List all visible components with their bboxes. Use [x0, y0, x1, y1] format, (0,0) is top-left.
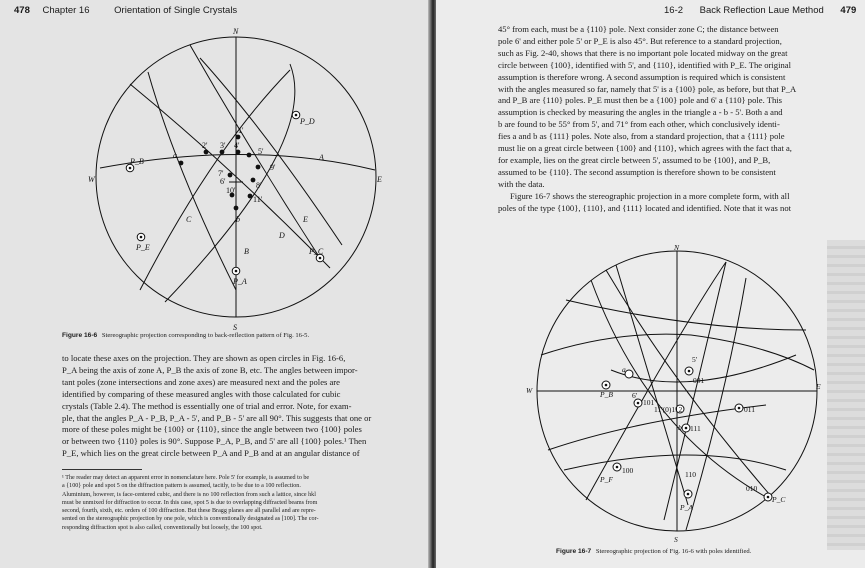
label-2p: 2' — [202, 141, 208, 150]
label-zone-E: E — [303, 215, 308, 224]
zone-D — [190, 45, 318, 255]
label-PB: P_B — [600, 390, 613, 399]
label-3p: 3' — [220, 141, 226, 150]
left-chapter-title: Orientation of Single Crystals — [114, 5, 238, 16]
left-chapter: Chapter 16 — [42, 5, 90, 16]
text-line: assumed to be {110}. The second assumption is therefore shown to be consistent — [498, 166, 776, 177]
label-8p: 8' — [256, 181, 262, 190]
text-line: assumption is checked by measuring the angles in the triangle a - b - 5'. Both a and — [498, 107, 783, 118]
label-PD: P_D — [300, 117, 315, 126]
text-line: or between two {110} poles is 90°. Suppose P_A, P_B, and 5' are all {100} poles.¹ Then — [62, 436, 367, 447]
label-PC: P_C — [772, 495, 786, 504]
label-011: 011 — [744, 405, 755, 414]
label-a: a — [622, 365, 626, 374]
label-PB: P_B — [130, 157, 144, 166]
label-10p: 10' — [226, 186, 236, 195]
label-E: E — [377, 175, 382, 184]
label-b: b — [678, 423, 682, 432]
figure-16-7-caption-label: Figure 16-7 — [556, 548, 592, 555]
text-line: for example, lies on the great circle between 5', assumed to be {100}, and P_B, — [498, 154, 771, 165]
text-line: such as Fig. 2-40, shows that there is no important pole located midway on the great — [498, 47, 788, 58]
text-line: more of these poles might be {100} or {110}, since the angle between two {100} poles — [62, 424, 362, 435]
footnote — [62, 474, 318, 532]
right-section-number: 16-2 — [664, 5, 684, 16]
label-b: b — [236, 215, 240, 224]
footnote-line: a {100} pole and spot 5 on the diffraction pattern is assumed, tacitly, to be due to a 100 reflection. — [62, 483, 301, 490]
label-4p: 4' — [234, 141, 240, 150]
label-W: W — [88, 175, 95, 184]
figure-16-6 — [0, 0, 432, 340]
figure-16-6-caption-label: Figure 16-6 — [62, 332, 98, 339]
label-PA: P_A — [680, 503, 693, 512]
text-line: to locate these axes on the projection. They are shown as open circles in Fig. 16-6, — [62, 353, 346, 363]
label-110: 110 — [685, 470, 696, 479]
label-S: S — [233, 323, 237, 332]
text-line: poles of the type {100}, {110}, and {111} located and identified. Note that it was not — [498, 202, 792, 213]
footnote-line: responding diffraction spot is also called, conventionally but loosely, the 100 spot. — [62, 524, 263, 531]
left-page — [0, 0, 432, 568]
text-line: P_E, which lies on the great circle between P_A and P_B and at an angular distance of — [62, 448, 360, 459]
label-PC: P_C — [309, 247, 324, 256]
text-line: identified by comparing of these measured angles with those calculated for cubic — [62, 388, 341, 399]
label-6p: 6' — [632, 391, 638, 400]
label-101: 101 — [643, 398, 655, 407]
label-E: E — [816, 382, 821, 391]
footnote-line: ¹ The reader may detect an apparent error in nomenclature here. Pole 5' for example, is assumed to be — [62, 475, 310, 481]
left-body-text — [62, 353, 371, 460]
label-zone-C: C — [186, 215, 192, 224]
footnote-line: must be unmixed for diffraction to occur. In this case, spot 5 is due to overlapping diffracted beams from — [62, 499, 318, 506]
text-line: P_A being the axis of zone A, P_B the axis of zone B, etc. The angles between impor- — [62, 364, 358, 375]
right-section-title: Back Reflection Laue Method — [699, 5, 824, 16]
zone-A — [606, 270, 770, 495]
label-W: W — [526, 386, 533, 395]
text-line: fies a and b as {111} poles. Note also, from a standard projection, that a {111} pole — [498, 131, 785, 142]
label-112: 11'(0)112 — [654, 405, 683, 414]
text-line: pole 6' and either pole 5' or P_E is also 45°. But reference to a standard projection, — [498, 35, 782, 46]
label-5p: 5' — [258, 147, 264, 156]
pole-a — [625, 370, 633, 378]
left-page-number: 478 — [14, 5, 30, 16]
text-line: Figure 16-7 shows the stereographic projection in a more complete form, with all — [510, 190, 790, 201]
figure-16-7 — [436, 0, 865, 568]
text-line: ple, that the angles P_A - P_B, P_A - 5', and P_B - 5' are all 90°. This suggests that one or — [62, 412, 372, 423]
label-zone-B: B — [244, 247, 249, 256]
text-line: tant poles (zone intersections and zone axes) are measured next and the poles are — [62, 376, 340, 387]
label-5p: 5' — [692, 355, 698, 364]
label-zone-D: D — [279, 231, 285, 240]
label-PE: P_E — [136, 243, 150, 252]
great-circle-diagonal — [165, 64, 295, 302]
label-001: 001 — [693, 376, 705, 385]
text-line: with the data. — [498, 178, 545, 189]
text-line: b are found to be 55° from 5', and 71° from each other, which conclusively identi- — [498, 119, 780, 130]
footnote-line: Aluminium, however, is face-centered cubic, and there is no 100 reflection from such a lattice, since hkl — [62, 491, 316, 498]
footnote-line: second, fourth, sixth, etc. orders of 100 diffraction. But these Bragg planes are all parallel and are repre- — [62, 508, 316, 515]
label-1p: 1' — [238, 126, 244, 135]
right-page-number: 479 — [840, 5, 857, 16]
label-N: N — [674, 243, 680, 252]
label-010: 010 — [746, 484, 758, 493]
figure-16-6-caption — [62, 332, 309, 339]
figure-16-7-caption-text: Stereographic projection of Fig. 16-6 with poles identified. — [595, 548, 752, 555]
label-9p: 9' — [270, 163, 276, 172]
zone-C — [140, 70, 290, 290]
text-line: with the angles measured so far, namely that 5' is a {100} pole, as before, but that P_A — [498, 83, 797, 94]
footnote-line: sented on the stereographic projection by one pole, which is conventionally designated as [100]. The cor- — [62, 516, 319, 523]
text-line: and P_B are {110} poles. P_E must then be a {100} pole and 6' a {110} pole. This — [498, 95, 782, 106]
label-7p: 7' — [218, 169, 224, 178]
text-line: circle between {100}, identified with 5', and {110}, identified with P_E. The original — [498, 59, 791, 70]
label-PA: P_A — [233, 277, 247, 286]
label-PF: P_F — [600, 475, 613, 484]
label-11p: 11' — [253, 195, 263, 204]
text-line: must lie on a great circle between {100} and {110}, which agrees with the fact that a, — [498, 143, 792, 154]
label-N: N — [233, 27, 239, 36]
label-100: 100 — [622, 466, 634, 475]
label-6p: 6' — [220, 177, 226, 186]
text-line: assumption is therefore wrong. A second assumption is required which is consistent — [498, 71, 786, 82]
right-page — [436, 0, 865, 568]
label-a: a — [173, 151, 177, 160]
label-S: S — [674, 535, 678, 544]
figure-16-7-caption — [556, 548, 751, 555]
text-line: 45° from each, must be a {110} pole. Next consider zone C; the distance between — [498, 24, 779, 34]
label-111: 111 — [690, 424, 701, 433]
figure-16-6-caption-text: Stereographic projection corresponding to back-reflection pattern of Fig. 16-5. — [101, 332, 310, 339]
text-line: crystals (Table 2.4). The method is essentially one of trial and error. Note, for exam- — [62, 400, 352, 411]
footnote-rule — [62, 469, 142, 470]
label-zone-A: A — [319, 153, 324, 162]
